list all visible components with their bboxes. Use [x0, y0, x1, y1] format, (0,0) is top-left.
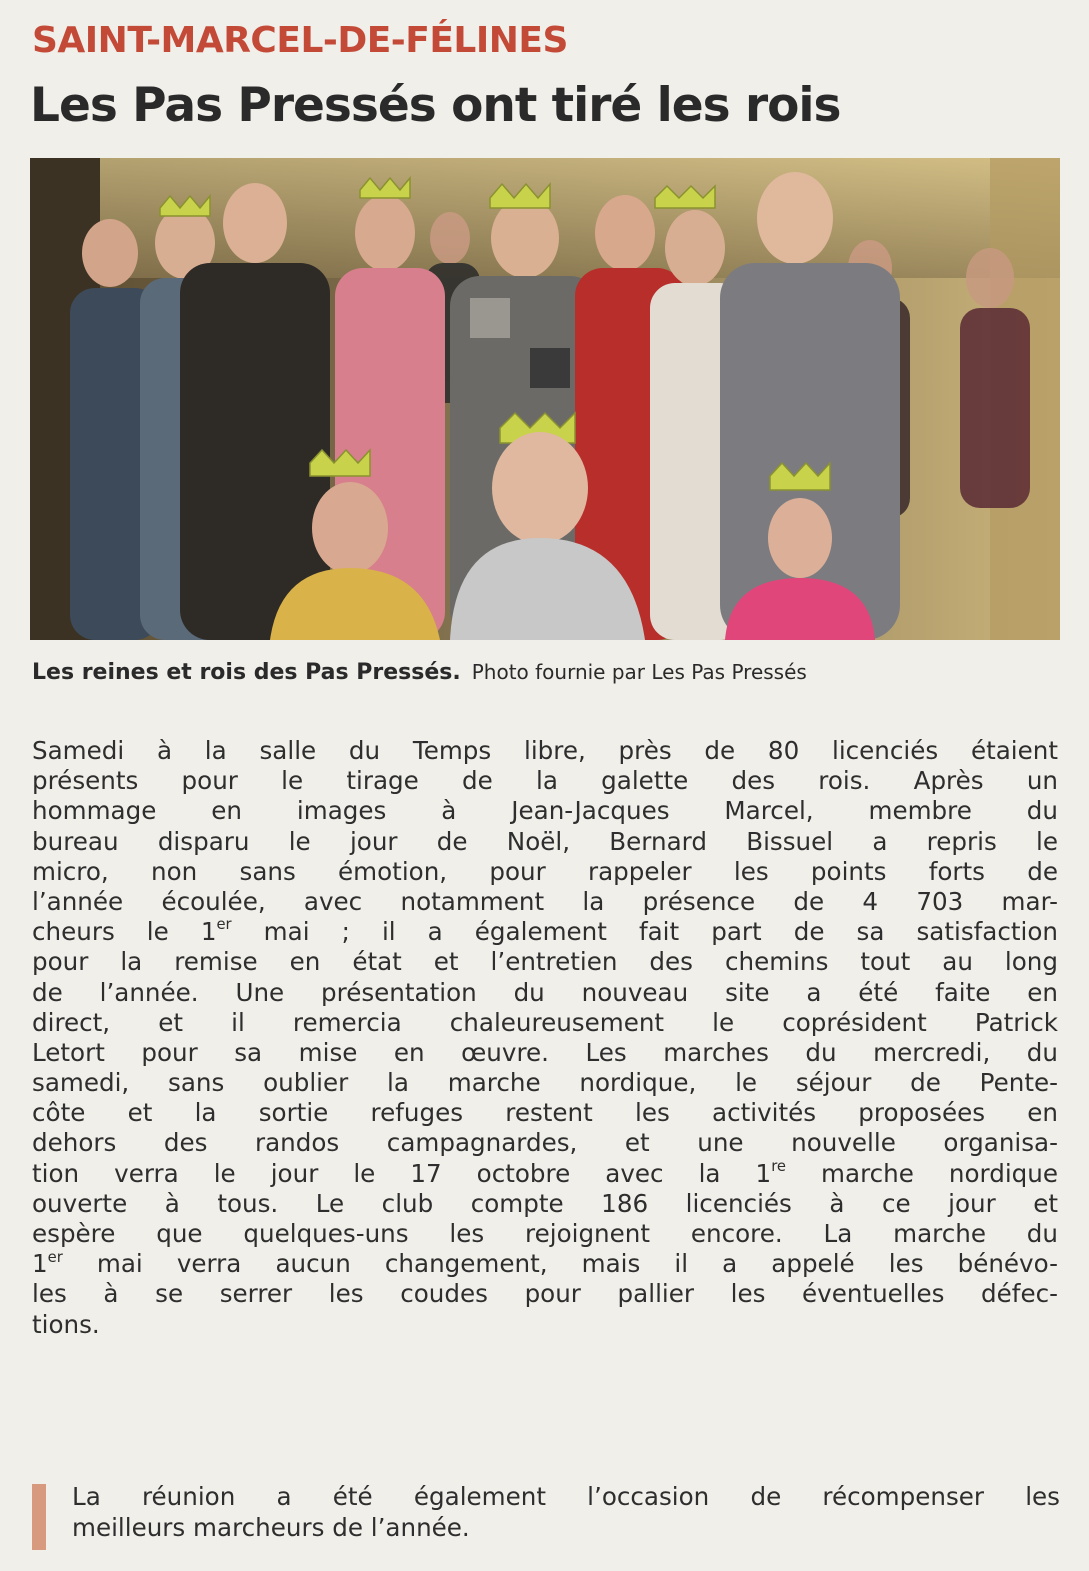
body-line: tion verra le jour le 17 octobre avec la 1re marche nordique	[32, 1157, 1059, 1188]
caption-title: Les reines et rois des Pas Pressés.	[32, 660, 461, 685]
body-line: direct, et il remercia chaleureusement le coprésident Patrick	[32, 1007, 1058, 1037]
body-line: samedi, sans oublier la marche nordique, le séjour de Pente-	[32, 1068, 1058, 1098]
body-line: micro, non sans émotion, pour rappeler les points forts de	[32, 856, 1058, 886]
body-line: de l’année. Une présentation du nouveau site a été faite en	[32, 977, 1058, 1007]
body-line: espère que quelques-uns les rejoignent encore. La marche du	[32, 1219, 1058, 1248]
article-headline: Les Pas Pressés ont tiré les rois	[30, 78, 841, 133]
body-line: les à se serrer les coudes pour pallier les éventuelles défec-	[32, 1279, 1058, 1309]
body-line: l’année écoulée, avec notamment la présence de 4 703 mar-	[32, 886, 1058, 916]
note-line: La réunion a été également l’occasion de récompenser les	[72, 1482, 1060, 1511]
photo-credit: Photo fournie par Les Pas Pressés	[471, 660, 807, 684]
body-line: 1er mai verra aucun changement, mais il a appelé les bénévo-	[32, 1248, 1058, 1279]
body-line: présents pour le tirage de la galette des rois. Après un	[32, 766, 1058, 796]
body-line: cheurs le 1er mai ; il a également fait part de sa satisfaction	[32, 916, 1058, 947]
body-line: côte et la sortie refuges restent les activités proposées en	[32, 1098, 1058, 1128]
body-line: bureau disparu le jour de Noël, Bernard Bissuel a repris le	[32, 826, 1058, 856]
location-kicker: SAINT-MARCEL-DE-FÉLINES	[32, 20, 568, 61]
body-line: Samedi à la salle du Temps libre, près de 80 licenciés étaient	[32, 736, 1058, 765]
body-line: dehors des randos campagnardes, et une nouvelle organisa-	[32, 1128, 1058, 1158]
body-line: pour la remise en état et l’entretien des chemins tout au long	[32, 947, 1058, 977]
body-line: Letort pour sa mise en œuvre. Les marches du mercredi, du	[32, 1037, 1058, 1067]
body-line: tions.	[32, 1309, 100, 1339]
article-body	[32, 736, 1058, 1340]
note-line: meilleurs marcheurs de l’année.	[72, 1512, 470, 1542]
photo-caption	[32, 660, 1062, 685]
body-line: ouverte à tous. Le club compte 186 licenciés à ce jour et	[32, 1188, 1058, 1218]
note-text	[72, 1482, 1060, 1543]
note-accent-bar	[32, 1484, 46, 1550]
highlight-note	[32, 1482, 1060, 1554]
body-line: hommage en images à Jean-Jacques Marcel, membre du	[32, 796, 1058, 826]
group-photo	[30, 158, 1060, 640]
